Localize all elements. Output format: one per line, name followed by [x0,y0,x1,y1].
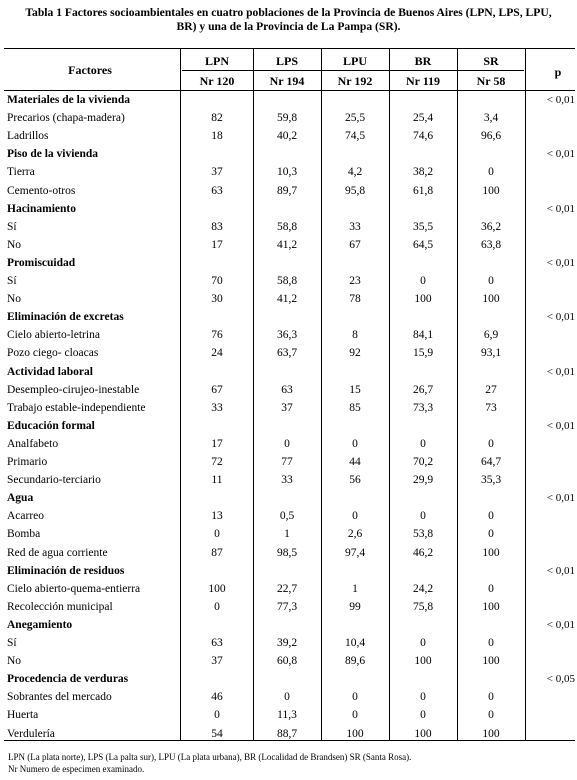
section-header-row [0,564,577,579]
section-title: Actividad laboral [7,365,93,378]
table-cell: 35,3 [480,474,502,487]
table-cell: 27 [485,383,497,396]
table-cell: 33 [211,401,223,414]
table-row [0,636,577,651]
table-row [0,383,577,398]
table-row [0,401,577,416]
section-title: Agua [7,492,34,505]
table-cell: 1 [284,528,290,541]
table-cell: 46,2 [412,546,434,559]
table-row [0,690,577,705]
section-header-row [0,491,577,506]
table-cell: 82 [211,112,223,125]
table-cell: 0 [214,600,220,613]
table-cell: 72 [211,456,223,468]
table-cell: 67 [349,238,361,251]
p-value: < 0,01 [546,256,575,269]
table-cell: 100 [482,655,500,668]
table-cell: 53,8 [412,528,434,541]
row-label: Sí [7,275,17,287]
table-cell: 17 [211,238,223,251]
table-cell: 96,6 [480,130,502,143]
table-row [0,346,577,361]
table-cell: 39,2 [276,637,298,649]
table-cell: 0 [214,709,220,722]
table-cell: 1 [352,582,358,595]
header-factores: Factores [68,63,112,77]
row-label: Huerta [7,709,39,722]
section-header-row [0,618,577,633]
table-cell: 41,2 [276,293,298,306]
section-header-row [0,202,577,217]
table-cell: 56 [349,474,361,487]
table-cell: 97,4 [344,546,366,559]
table-row [0,129,577,144]
table-cell: 100 [414,293,432,306]
table-cell: 40,2 [276,130,298,143]
section-header-row [0,365,577,380]
section-title: Procedencia de verduras [7,673,129,686]
table-row [0,184,577,199]
row-label: Analfabeto [7,437,59,450]
row-label: Primario [7,456,48,468]
table-cell: 0 [488,528,494,541]
table-cell: 0 [284,437,290,450]
table-cell: 63,7 [276,347,298,360]
table-row [0,165,577,180]
table-cell: 41,2 [276,238,298,251]
header-col-br-code: BR [414,54,432,68]
table-cell: 93,1 [480,347,502,360]
table-cell: 64,5 [412,238,434,251]
table-cell: 38,2 [412,166,434,179]
row-label: Pozo ciego- cloacas [7,347,99,360]
table-cell: 73,3 [412,401,434,414]
table-cell: 59,8 [276,112,298,125]
table-row [0,274,577,289]
table-cell: 0 [420,437,426,450]
section-header-row [0,310,577,325]
table-cell: 58,8 [276,275,298,287]
table-cell: 37 [211,166,223,179]
table-cell: 37 [281,401,293,414]
table-title-line-2: BR) y una de la Provincia de La Pampa (SR). [176,20,401,33]
table-row [0,328,577,343]
table-cell: 10,4 [344,637,366,649]
table-cell: 100 [346,727,364,740]
row-label: No [7,238,22,251]
table-cell: 87 [211,546,223,559]
row-label: Tierra [7,166,35,179]
header-col-lpu-n: Nr 192 [337,74,373,88]
table-cell: 25,4 [412,112,434,125]
table-cell: 64,7 [480,456,502,468]
p-value: < 0,01 [546,94,575,106]
p-value: < 0,01 [546,564,575,577]
table-cell: 0 [352,709,358,722]
table-cell: 10,3 [276,166,298,179]
table-row [0,600,577,615]
table-bottom-rule [4,740,575,741]
table-cell: 63 [211,637,223,649]
table-cell: 0 [488,582,494,595]
table-row [0,546,577,561]
table-cell: 100 [482,293,500,306]
section-title: Hacinamiento [7,202,76,215]
header-col-sr-code: SR [483,54,499,68]
section-header-row [0,147,577,162]
table-cell: 0 [488,709,494,722]
table-cell: 63,8 [480,238,502,251]
table-cell: 24 [211,347,223,360]
section-title: Promiscuidad [7,256,76,269]
table-cell: 78 [349,293,361,306]
row-label: Verdulería [7,727,55,740]
row-label: Trabajo estable-independiente [7,401,146,414]
row-label: No [7,655,22,668]
table-cell: 77,3 [276,600,298,613]
table-row [0,292,577,307]
table-cell: 77 [281,456,293,468]
table-row [0,582,577,597]
table-cell: 100 [482,727,500,740]
p-value: < 0,01 [546,148,575,161]
row-label: No [7,293,22,306]
table-cell: 100 [414,655,432,668]
table-cell: 63 [281,383,293,396]
table-row [0,455,577,470]
row-label: Cemento-otros [7,184,76,197]
table-cell: 100 [482,184,500,197]
table-cell: 6,9 [483,329,499,342]
header-col-lps-n: Nr 194 [269,74,305,88]
table-cell: 26,7 [412,383,434,396]
section-header-row [0,93,577,108]
table-cell: 63 [211,184,223,197]
header-col-sr-n: Nr 58 [476,74,506,88]
table-cell: 24,2 [412,582,434,595]
table-row [0,238,577,253]
table-cell: 0 [488,275,494,287]
section-header-row [0,419,577,434]
table-cell: 11,3 [277,709,297,722]
header-col-br-n: Nr 119 [405,74,441,88]
table-row [0,708,577,723]
header-col-lps-code: LPS [275,54,298,68]
row-label: Red de agua corriente [7,546,108,559]
table-cell: 85 [349,401,361,414]
table-cell: 0 [420,709,426,722]
table-cell: 92 [349,347,361,360]
table-cell: 100 [482,600,500,613]
table-cell: 0 [488,637,494,649]
table-cell: 0 [488,510,494,523]
table-cell: 33 [349,220,361,233]
table-cell: 83 [211,220,223,233]
section-title: Piso de la vivienda [7,148,99,161]
table-cell: 99 [349,600,361,613]
table-cell: 44 [349,456,361,468]
row-label: Precarios (chapa-madera) [7,112,125,125]
table-cell: 61,8 [412,184,434,197]
table-cell: 89,7 [276,184,298,197]
table-row [0,437,577,452]
footnote-nr: Nr Numero de especimen examinado. [8,764,145,774]
table-cell: 73 [485,401,497,414]
table-cell: 84,1 [412,329,434,342]
table-cell: 74,5 [344,130,366,143]
table-cell: 60,8 [276,655,298,668]
table-cell: 0 [420,275,426,287]
table-cell: 0 [352,510,358,523]
table-cell: 36,3 [276,329,298,342]
table-cell: 100 [414,727,432,740]
row-label: Ladrillos [7,130,49,143]
table-cell: 70,2 [412,456,434,468]
table-cell: 13 [211,510,223,523]
table-cell: 0,5 [279,510,295,523]
table-cell: 23 [349,275,361,287]
table-cell: 30 [211,293,223,306]
row-label: Cielo abierto-letrina [7,329,100,342]
row-label: Sí [7,220,17,233]
table-cell: 88,7 [276,727,298,740]
section-title: Educación formal [7,419,95,432]
table-cell: 89,6 [344,655,366,668]
table-cell: 75,8 [412,600,434,613]
table-row [0,111,577,126]
table-cell: 18 [211,130,223,143]
table-cell: 0 [488,166,494,179]
table-cell: 4,2 [347,166,363,179]
table-cell: 0 [488,691,494,704]
section-title: Eliminación de excretas [7,311,124,324]
section-title: Eliminación de residuos [7,564,125,577]
table-cell: 25,5 [344,112,366,125]
row-label: Recolección municipal [7,600,113,613]
p-value: < 0,01 [546,365,575,378]
table-row [0,473,577,488]
table-cell: 0 [420,691,426,704]
table-cell: 33 [281,474,293,487]
header-col-lpn-code: LPN [205,54,229,68]
table-cell: 0 [352,437,358,450]
table-row [0,509,577,524]
table-cell: 46 [211,691,223,704]
row-label: Cielo abierto-quema-entierra [7,582,141,595]
row-label: Bomba [7,528,41,541]
header-col-lpu-code: LPU [343,54,367,68]
p-value: < 0,01 [546,311,575,324]
table-cell: 15 [349,383,361,396]
table-cell: 0 [352,691,358,704]
table-cell: 70 [211,275,223,287]
p-value: < 0,01 [546,202,575,215]
p-value: < 0,01 [546,492,575,505]
table-row [0,220,577,235]
table-cell: 67 [211,383,223,396]
header-col-lpn-n: Nr 120 [199,74,235,88]
table-cell: 36,2 [480,220,502,233]
section-title: Anegamiento [7,618,73,631]
table-cell: 29,9 [412,474,434,487]
table-title-line-1: Tabla 1 Factores socioambientales en cuatro poblaciones de la Provincia de Buenos Aires (LPN, LPS, LPU, [25,6,552,19]
section-title: Materiales de la vivienda [7,94,130,106]
table-cell: 74,6 [412,130,434,143]
table-cell: 11 [211,474,223,487]
table-cell: 15,9 [412,347,434,360]
p-value: < 0,01 [546,618,575,631]
table-cell: 22,7 [276,582,298,595]
table-cell: 0 [420,510,426,523]
table-cell: 8 [352,329,358,342]
table-row [0,527,577,542]
table-cell: 76 [211,329,223,342]
table-cell: 0 [284,691,290,704]
table-cell: 54 [211,727,223,740]
row-label: Sobrantes del mercado [7,691,112,704]
section-header-row [0,672,577,687]
table-cell: 37 [211,655,223,668]
section-header-row [0,256,577,271]
table-cell: 0 [214,528,220,541]
header-p: p [554,65,562,79]
table-cell: 35,5 [412,220,434,233]
table-cell: 100 [482,546,500,559]
table-cell: 100 [208,582,226,595]
table-cell: 3,4 [483,112,499,125]
table-cell: 0 [488,437,494,450]
table-cell: 2,6 [347,528,363,541]
table-cell: 95,8 [344,184,366,197]
footnote-abbreviations: LPN (La plata norte), LPS (La palta sur), LPU (La plata urbana), BR (Localidad de Brandsen) SR (Santa Rosa). [8,752,412,762]
p-value: < 0,05 [546,673,575,686]
row-label: Sí [7,637,17,649]
row-label: Desempleo-cirujeo-inestable [7,383,140,396]
row-label: Secundario-terciario [7,474,101,487]
table-cell: 98,5 [276,546,298,559]
table-cell: 58,8 [276,220,298,233]
table-row [0,654,577,669]
row-label: Acarreo [7,510,45,523]
p-value: < 0,01 [546,419,575,432]
table-cell: 0 [420,637,426,649]
table-cell: 17 [211,437,223,450]
